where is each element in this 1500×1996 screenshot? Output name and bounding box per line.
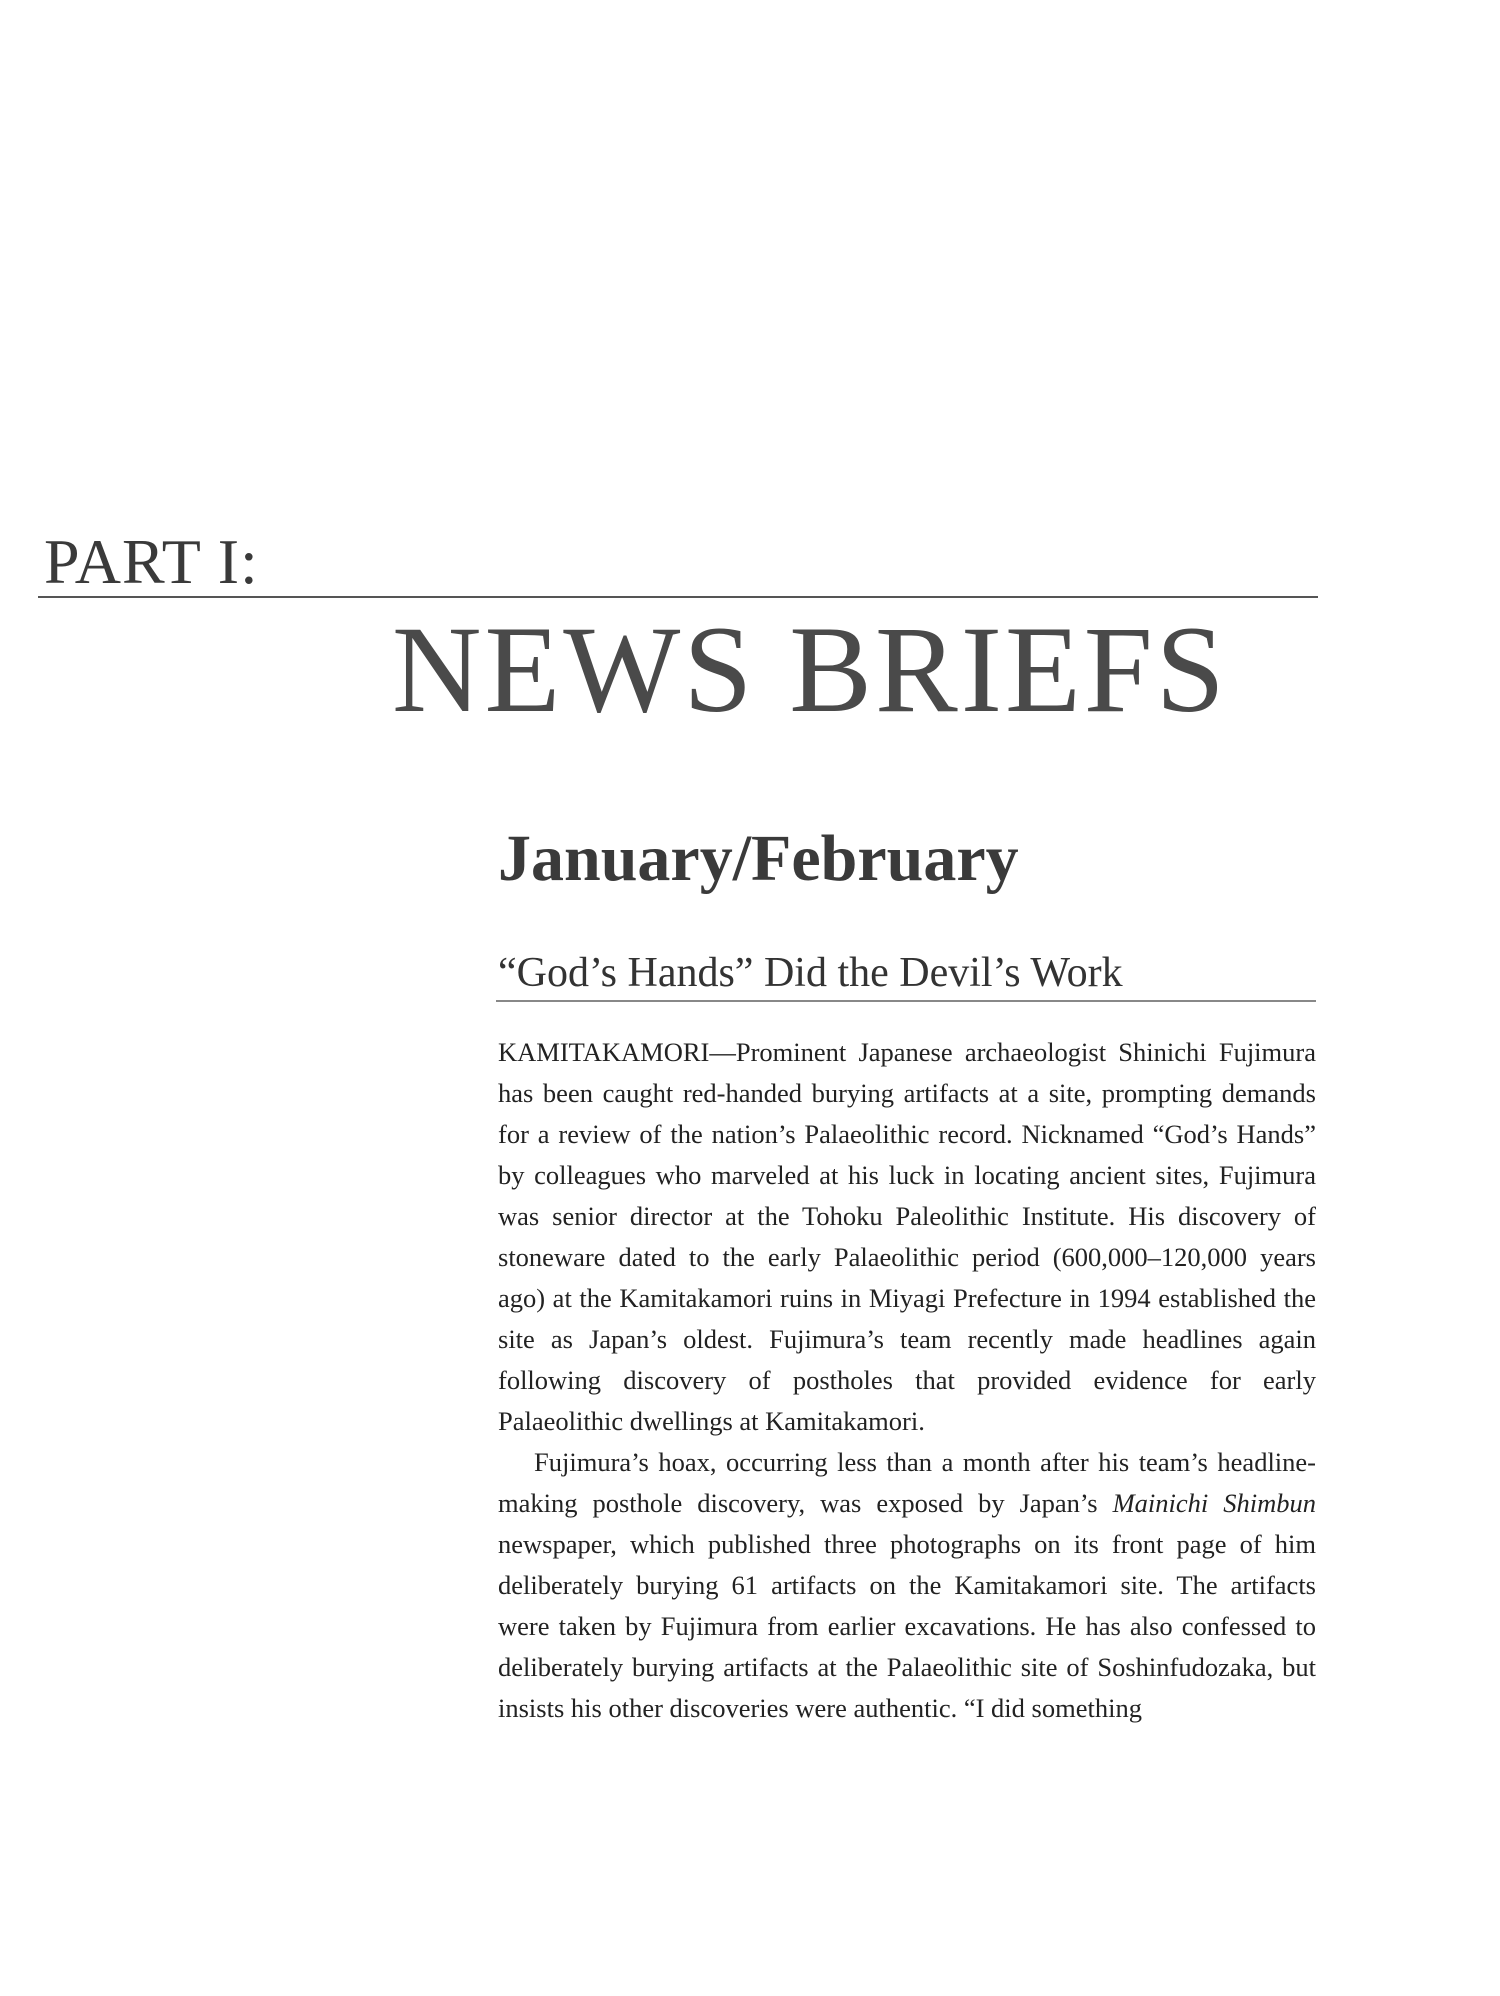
- part-divider-rule: [38, 596, 1318, 598]
- section-title: NEWS BRIEFS: [392, 601, 1228, 738]
- article-body: [498, 1032, 1316, 1729]
- paragraph-2-end: newspaper, which published three photographs on its front page of him deliberately burying 61 artifacts on the Kamitakamori site. The artifacts were taken by Fujimura from earlier excavations. He has also confessed to deliberately burying artifacts at the Palaeolithic site of Soshinfudozaka, but insists his other discoveries were authentic. “I did something: [498, 1529, 1316, 1723]
- paragraph-2-start: Fujimura’s hoax, occurring less than a month after his team’s headline-making posthole discovery, was exposed by Japan’s: [498, 1447, 1316, 1518]
- month-heading: January/February: [498, 822, 1019, 895]
- newspaper-name: Mainichi Shimbun: [1112, 1488, 1317, 1518]
- headline-divider-rule: [496, 1000, 1316, 1002]
- article-paragraph-1: KAMITAKAMORI—Prominent Japanese archaeologist Shinichi Fujimura has been caught red-handed burying artifacts at a site, prompting demands for a review of the nation’s Palaeolithic record. Nicknamed “God’s Hands” by colleagues who marveled at his luck in locating ancient sites, Fujimura was senior director at the Tohoku Paleolithic Institute. His discovery of stoneware dated to the early Palaeolithic period (600,000–120,000 years ago) at the Kamitakamori ruins in Miyagi Prefecture in 1994 established the site as Japan’s oldest. Fujimura’s team recently made headlines again following discovery of postholes that provided evidence for early Palaeolithic dwellings at Kamitakamori.: [498, 1037, 1316, 1436]
- part-label: PART I:: [44, 526, 259, 597]
- article-headline: “God’s Hands” Did the Devil’s Work: [498, 950, 1123, 996]
- article-paragraph-2: [498, 1442, 1316, 1729]
